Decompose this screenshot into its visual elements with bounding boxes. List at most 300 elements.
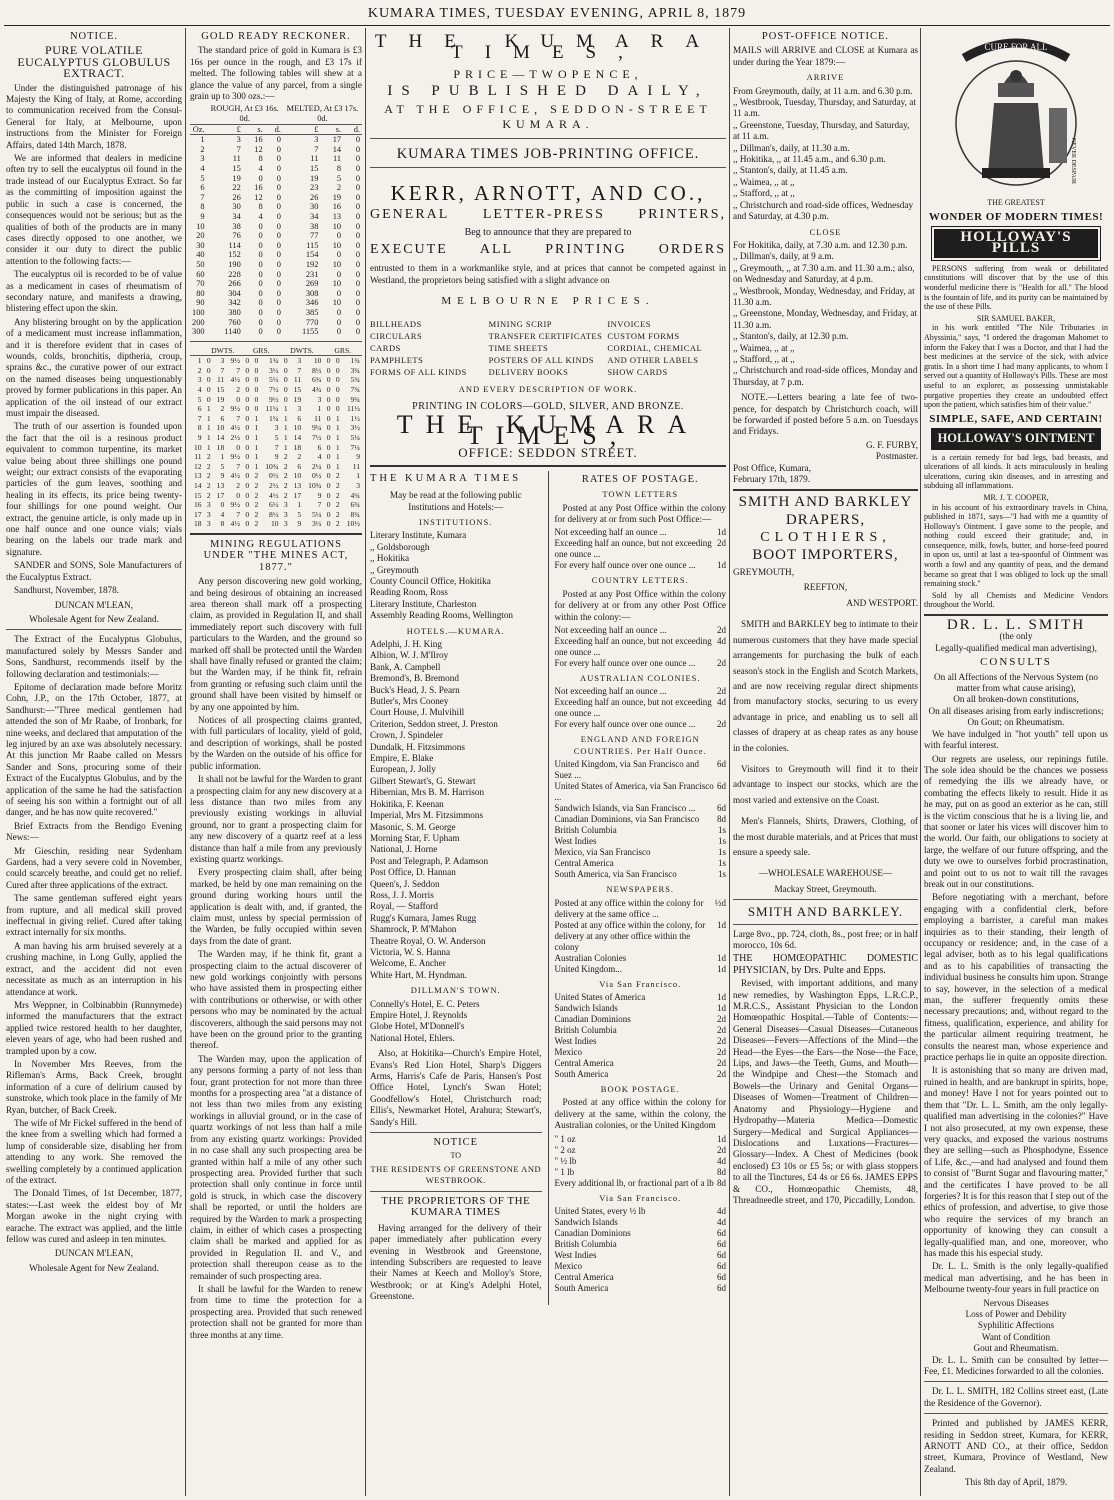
- hotel-item: Ross, J. J. Morris: [370, 889, 434, 900]
- town-heading: TOWN LETTERS: [602, 489, 679, 500]
- oz-cell: 3: [236, 135, 241, 145]
- postage-rate: 2d: [717, 1047, 726, 1057]
- dwt-cell: 3: [297, 356, 302, 366]
- oz-row: [190, 174, 362, 184]
- oz-cell: 266: [228, 279, 241, 289]
- dwt-cell: 11: [293, 375, 302, 385]
- kt-heading: THE KUMARA TIMES: [370, 472, 522, 484]
- oz-cell: 1155: [301, 327, 319, 337]
- postage-label: West Indies: [554, 1250, 597, 1261]
- oz-cell: 0: [258, 221, 263, 231]
- print-service-item: PAMPHLETS: [370, 354, 424, 365]
- dwt-cell: 3: [206, 500, 211, 510]
- dwt-cell: 1: [335, 423, 340, 433]
- dwt-row: [190, 366, 362, 376]
- dwt-cell: 2: [254, 471, 259, 481]
- oz-cell: 100: [192, 307, 205, 317]
- dwt-cell: 3: [206, 509, 211, 519]
- column-post-office: [733, 28, 918, 1496]
- postage-rate: 8d: [717, 1166, 726, 1177]
- dwt-cell: 7: [317, 500, 322, 510]
- dwt-cell: 0: [245, 481, 250, 490]
- late-fee-note: NOTE.—Letters bearing a late fee of two-pence, for despatch by Christchurch coach, will be forwarded if posted before 5 a.m. on Tuesdays and Fridays.: [733, 392, 918, 437]
- dwt-cell: 0: [254, 385, 259, 395]
- dillman-item: Globe Hotel, M'Donnell's: [370, 1021, 465, 1032]
- arrive-item: ,, Stanton's, daily, at 11.45 a.m.: [733, 165, 848, 176]
- po-date: February 17th, 1879.: [733, 474, 811, 485]
- hotel-item: Bremond's, B. Bremond: [370, 673, 459, 684]
- subcol-postage: [548, 471, 727, 1305]
- dr-list-item: Loss of Power and Debility: [965, 1309, 1067, 1319]
- divider: [370, 167, 726, 168]
- postage-rate: 2d: [717, 1144, 726, 1155]
- dwt-cell: 0: [254, 356, 259, 366]
- dillman-item: Empire Hotel, J. Reynolds: [370, 1010, 468, 1020]
- dwt-cell: 2: [283, 481, 288, 490]
- oz-cell: 12: [254, 192, 263, 202]
- oz-cell: 0: [336, 307, 342, 317]
- oz-cell: 380: [228, 307, 241, 317]
- oz-cell: 385: [305, 307, 319, 317]
- eucalyptus-paragraph: The truth of our assertion is founded upon the fact that the oil is a resinous product equivalent to common turpentine, its market value being about three shillings one pound weight; our extract consists of the evaporating particles of the gum leaves, soothing and healing in its effects, its price being twenty-four shillings for one pound weight. Our extract, the genuine article, is only made up in one half ounce and one ounce vials; vials bearing on the labels our trade mark and signature.: [6, 421, 182, 557]
- postage-label: Not exceeding half an ounce ...: [554, 527, 667, 538]
- wholesale-warehouse: —WHOLESALE WAREHOUSE—: [758, 868, 893, 879]
- dwt-cell: 0: [245, 394, 250, 404]
- postage-row: [555, 1283, 727, 1294]
- dwt-cell: 2: [206, 452, 211, 462]
- dr-paragraph: We have indulged in "hot youth" tell upon us with fearful interest.: [924, 728, 1108, 751]
- oz-cell: 0: [355, 211, 360, 221]
- arrive-item: ,, Dillman's, daily, at 11.30 a.m.: [733, 142, 850, 153]
- oz-cell: 19: [310, 173, 319, 183]
- eng-heading: ENGLAND AND FOREIGN COUNTRIES. Per Half Ounce.: [573, 734, 707, 756]
- print-service-item: CIRCULARS: [370, 330, 423, 341]
- dwt-cell: 0: [326, 404, 331, 414]
- dwt-cell: 7: [197, 413, 202, 423]
- dwt-cell: 1: [283, 413, 288, 423]
- testimonial-paragraph: Mr Gieschin, residing near Sydenham Gardens, had a very severe cold in November, could scarcely breathe, and could get no relief. Cured after three applications of the extract.: [6, 845, 182, 890]
- dwt-row: [190, 414, 362, 424]
- dwt-cell: 2: [283, 490, 288, 500]
- dr-paragraphs: [924, 729, 1108, 1296]
- dwt-cell: 1: [317, 404, 322, 414]
- sandhurst-date: Sandhurst, November, 1878.: [14, 585, 120, 596]
- oz-cell: 4: [200, 164, 205, 173]
- oz-cell: 22: [232, 183, 241, 193]
- postage-row: [555, 759, 727, 781]
- oz-cell: 26: [310, 192, 319, 202]
- testimonial-paragraph: The same gentleman suffered eight years from rupture, and all medical skill proved ineffectual in giving relief. Cured after taking extract internally for six months.: [6, 893, 182, 938]
- institution-item: Reading Room, Ross: [370, 587, 448, 598]
- dwt-cell: 0: [283, 375, 288, 385]
- hotel-item: Morning Star, F. Upham: [370, 832, 460, 843]
- oz-cell: 14: [332, 144, 342, 154]
- times-price: PRICE—TWOPENCE,: [453, 66, 643, 81]
- dr-list-item: Syphilitic Affections: [977, 1320, 1055, 1331]
- dwt-cell: 15: [293, 385, 302, 395]
- postage-label: " 2 oz: [554, 1144, 576, 1155]
- postage-row: [555, 1250, 727, 1261]
- oz-cell: 7: [236, 144, 241, 154]
- dwt-cell: 10¾: [308, 481, 322, 490]
- dwt-cell: 0: [254, 404, 259, 414]
- divider: [733, 899, 918, 900]
- dwt-cell: 6¾: [350, 500, 360, 510]
- dwt-cell: 4½: [230, 375, 241, 385]
- dwt-cell: 0: [283, 365, 288, 375]
- institution-item: ,, Greymouth: [370, 564, 419, 575]
- reckoner-heading: GOLD READY RECKONER.: [201, 31, 351, 42]
- dwt-cell: 0: [283, 356, 288, 366]
- arrive-item: ,, Greenstone, Tuesday, Thursday, and Saturday, at 11 a.m.: [733, 119, 910, 142]
- print-service-item: MINING SCRIP: [488, 318, 553, 329]
- postage-rate: 1s: [717, 825, 726, 836]
- hotel-item: Royal, — Stafford: [370, 901, 438, 912]
- print-service-item: BILLHEADS: [370, 318, 422, 329]
- oz-cell: 12: [254, 144, 263, 154]
- hotel-item: National, J. Horne: [370, 844, 438, 855]
- dwt-cell: 0: [335, 404, 340, 414]
- oz-cell: 0: [355, 154, 360, 164]
- divider: [190, 533, 362, 535]
- postage-rate: 2d: [717, 1025, 726, 1035]
- close-item: ,, Stanton's, daily, at 12.30 p.m.: [733, 331, 849, 342]
- notice-to: TO: [450, 1151, 462, 1161]
- arrive-item: ,, Stafford, ,, at ,,: [733, 188, 795, 199]
- oz-row: [190, 193, 362, 203]
- postage-rate: 6d: [717, 781, 726, 792]
- mining-paragraph: Notices of all prospecting claims granted, with full particulars of locality, yield of gold, and description of workings, shall be posted by the Warden on the outside of his office for public information.: [190, 715, 362, 771]
- dwt-cell: 1: [335, 452, 340, 462]
- oz-cell: 10: [332, 240, 342, 250]
- postage-row: [555, 1134, 727, 1145]
- sold-by: Sold by all Chemists and Medicine Vendors throughout the World.: [924, 590, 1108, 610]
- mining-paragraph: Any person discovering new gold working, and being desirous of obtaining an increased area thereon shall mark off a prospecting claim, as provided in Regulation II, and shall immediately report such discovery with full particulars to the Warden, and the ground so marked off shall be protected until the Warden shall have finally refused or granted the claim; but the Warden may, if he think fit, refrain from granting or refusing such claim until the ground shall have been visited by himself or by any one appointed by him.: [190, 576, 362, 712]
- testimonial-paragraph: Epitome of declaration made before Moritz Cohn, J.P., on the 17th October, 1877, at Sandhurst:—"Three medical gentlemen had attended the son of Mr Raabe, of Ironbark, for nine weeks, and declared that amputation of the leg injured by an axe was absolutely necessary. At this junction Mr Raabe called on Messrs Sander and Sons, procuring some of their Extract of the Eucalyptus Globulus, and by the application of the same he had the satisfaction of seeing his son within a fortnight out of all danger, and he has now quite recovered.": [6, 681, 182, 818]
- dwt-cell: 3: [297, 404, 302, 414]
- execute-word: EXECUTE: [370, 242, 448, 258]
- arrive-item: ,, Waimea, ,, at ,,: [733, 176, 795, 187]
- oz-cell: 231: [305, 269, 319, 279]
- dwt-cell: 2: [254, 519, 259, 529]
- arrive-heading: ARRIVE: [806, 72, 845, 83]
- oz-cell: 0: [336, 327, 342, 337]
- dwt-cell: 0: [326, 490, 331, 500]
- dwt-cell: 0: [326, 461, 331, 471]
- dwt-cell: 2: [283, 471, 288, 481]
- postage-label: Posted at any office within the colony for delivery at the same office ...: [554, 897, 704, 919]
- column-divider: [729, 28, 730, 1496]
- dwt-cell: 2: [206, 461, 211, 471]
- oz-cell: 7: [314, 144, 319, 154]
- country-heading: COUNTRY LETTERS.: [591, 575, 689, 586]
- postage-label: For every half ounce over one ounce ...: [554, 560, 696, 571]
- oz-row: [190, 241, 362, 251]
- hotel-item: Bank, A. Campbell: [370, 661, 441, 672]
- large-8vo: Large 8vo., pp. 724, cloth, 8s., post free; or in half morocco, 10s 6d.: [733, 928, 918, 950]
- dwt-cell: 0: [236, 490, 241, 500]
- dwt-cell: 2: [197, 365, 202, 375]
- oz-cell: 10: [332, 279, 342, 289]
- drapers: DRAPERS,: [785, 511, 866, 528]
- postage-row: [555, 869, 727, 880]
- eucalyptus-paragraphs: [6, 83, 182, 559]
- column-eucalyptus: [6, 28, 182, 1496]
- dwt-cell: 0: [245, 519, 250, 529]
- oz-cell: 0: [355, 269, 360, 279]
- oz-cell: 19: [232, 173, 241, 183]
- execute-word: PRINTING: [545, 242, 627, 258]
- oz-cell: 269: [305, 279, 319, 289]
- print-service-item: TIME SHEETS: [488, 342, 549, 353]
- dwt-row: [190, 385, 362, 395]
- oz-cell: 0: [276, 327, 281, 337]
- dwt-cell: 3: [206, 519, 211, 529]
- proprietors-heading: THE PROPRIETORS OF THE KUMARA TIMES: [381, 1194, 531, 1219]
- dwt-row: [190, 510, 362, 520]
- postage-rate: 4d: [717, 1217, 726, 1228]
- sander-signature: SANDER and SONS, Sole Manufacturers of the Eucalyptus Extract.: [6, 560, 182, 582]
- postage-rate: 2d: [717, 719, 726, 730]
- oz-cell: 90: [196, 298, 205, 308]
- postage-rate: 8d: [717, 814, 726, 825]
- dwt-cell: 0: [245, 442, 250, 452]
- dwt-cell: 0: [245, 413, 250, 423]
- pills-text: PERSONS suffering from weak or debilitated constitutions will discover that by the use of this wonderful medicine there is "Health for all." The blood is the fountain of life, and its purity can be maintained by the use of these Pills.: [924, 263, 1108, 312]
- dwt-row: [190, 481, 362, 491]
- postage-rate: 1d: [717, 1003, 726, 1013]
- postage-row: [555, 781, 727, 803]
- postage-rate: 6d: [717, 1239, 726, 1250]
- dwt-cell: 0: [245, 385, 250, 395]
- dwt-cell: 1: [335, 433, 340, 443]
- dwt-cell: 10: [193, 442, 202, 452]
- oz-col-header: d.: [265, 124, 283, 135]
- dwt-cell: 4½: [269, 490, 279, 500]
- postage-row: [555, 686, 727, 697]
- postage-label: United Kingdom, via San Francisco and Suez ...: [554, 759, 699, 781]
- oz-cell: 0: [276, 240, 281, 250]
- dwt-cell: 0: [245, 423, 250, 433]
- dwt-cell: 1: [297, 500, 302, 510]
- postage-label: Exceeding half an ounce, but not exceeding one ounce ...: [554, 635, 712, 657]
- dwt-cell: 1¾: [350, 356, 360, 366]
- postage-label: Exceeding half an ounce, but not exceeding one ounce ...: [554, 697, 712, 719]
- dwt-cell: 1: [206, 442, 211, 452]
- po-kumara: Post Office, Kumara,: [733, 462, 811, 473]
- dwt-cell: 3½: [350, 423, 360, 433]
- dwt-cell: 0: [245, 461, 250, 471]
- oz-cell: 192: [305, 259, 319, 269]
- oz-cell: 0: [258, 259, 263, 269]
- divider: [6, 629, 182, 630]
- dwt-cell: 11½: [346, 404, 360, 414]
- dwt-cell: 9½: [230, 404, 241, 414]
- postage-label: Sandwich Islands: [554, 1003, 618, 1013]
- dwt-cell: 10: [313, 356, 322, 366]
- oz-row: [190, 154, 362, 164]
- oz-cell: 115: [306, 240, 319, 250]
- oz-cell: 114: [228, 240, 241, 250]
- post-office-heading: POST-OFFICE NOTICE.: [761, 31, 890, 42]
- eucalyptus-title: PURE VOLATILE EUCALYPTUS GLOBULUS EXTRACT.: [17, 43, 171, 81]
- postage-row: [555, 658, 727, 669]
- kerr-heading: KERR, ARNOTT, AND CO.,: [390, 180, 706, 205]
- melbourne-prices: MELBOURNE PRICES.: [441, 295, 655, 308]
- dwt-cell: 2: [254, 500, 259, 510]
- dwt-cell: 0: [326, 452, 331, 462]
- dwt-cell: 2: [283, 461, 288, 471]
- dwt-cell: 19: [216, 394, 225, 404]
- divider: [370, 1132, 542, 1133]
- duncan-signature: DUNCAN M'LEAN,: [54, 599, 134, 610]
- dwt-cell: 0: [326, 413, 331, 423]
- smith-text: SMITH and BARKLEY beg to intimate to their numerous customers that they have made special arrangements for purchasing the bulk of each season's stock in the English and Scotch Markets, and are now receiving regular direct shipments from manufactory stocks, securing to us every advantage in price, and enabling us to sell all classes of drapery at as cheap rates as any house in the colonies.: [733, 619, 918, 753]
- divider: [370, 138, 726, 139]
- oz-col-header: s.: [320, 124, 343, 135]
- dwt-cell: 0: [326, 423, 331, 433]
- oz-cell: 0: [355, 192, 360, 202]
- subcol-readers: [370, 471, 542, 1305]
- dwt-cell: 0: [245, 404, 250, 414]
- dwt-cell: 9¼: [311, 423, 322, 433]
- dwt-cell: 4: [197, 385, 202, 395]
- postage-label: Central America: [554, 1272, 614, 1283]
- oz-cell: 0: [355, 202, 360, 212]
- oz-cell: 40: [196, 250, 205, 260]
- book-heading: BOOK POSTAGE.: [600, 1084, 680, 1094]
- column-holloway-smith: [924, 28, 1108, 1496]
- dwt-cell: 0: [254, 375, 259, 385]
- holloway-ointment-banner: HOLLOWAY'S OINTMENT: [932, 429, 1100, 448]
- general-word: GENERAL: [370, 207, 450, 223]
- dwt-cell: 9: [274, 452, 279, 462]
- dwt-cell: 0: [245, 509, 250, 519]
- oz-cell: 38: [232, 221, 241, 231]
- institution-item: ,, Goldsborough: [370, 541, 430, 552]
- lower-subcolumns: [370, 471, 726, 1305]
- dwt-cell: 13: [216, 481, 225, 490]
- dwt-cell: 9: [197, 433, 202, 443]
- mining-paragraph: The Warden may, if he think fit, grant a prospecting claim to the actual discoverer of new gold workings conjointly with persons who have assisted them in prospecting either with contributions or otherwise, or with other persons who may be nominated by the actual discoverers, although the said persons may not have been on the ground prior to the granting thereof.: [190, 949, 362, 1051]
- oz-row: [190, 260, 362, 270]
- postage-label: Mexico: [554, 1047, 582, 1057]
- oz-cell: 0: [276, 135, 281, 145]
- postage-row: [555, 1156, 727, 1167]
- postage-row: [555, 825, 727, 836]
- oz-cell: 0: [355, 307, 360, 317]
- oz-cell: 0: [355, 240, 360, 250]
- postage-label: British Columbia: [554, 1239, 617, 1250]
- dwt-cell: 14: [293, 433, 302, 443]
- dwt-cell: 1: [206, 423, 211, 433]
- reefton: REEFTON,: [803, 582, 848, 593]
- dwt-cell: 16: [193, 500, 202, 510]
- dwt-table: [190, 346, 362, 529]
- dwt-cell: 17: [193, 509, 202, 519]
- dwt-cell: 2: [335, 471, 340, 481]
- dwt-cell: 7: [297, 365, 302, 375]
- clothiers: CLOTHIERS,: [760, 530, 891, 546]
- oz-cell: 0: [355, 250, 360, 260]
- postage-rate: 8d: [717, 1177, 726, 1188]
- oz-cell: 0: [355, 288, 360, 298]
- oz-cell: 0: [276, 154, 281, 164]
- postage-row: [555, 1206, 727, 1217]
- testimonial-paragraph: Brief Extracts from the Bendigo Evening News:—: [6, 820, 182, 843]
- postage-label: Sandwich Islands: [554, 1217, 618, 1228]
- postage-row: [555, 898, 727, 920]
- postage-row: [555, 836, 727, 847]
- dwt-cell: 1: [254, 433, 259, 443]
- dwt-cell: 1: [254, 452, 259, 462]
- oz-cell: 15: [310, 164, 319, 173]
- mining-paragraphs: [190, 576, 362, 1341]
- dwt-cell: 1¾: [269, 356, 279, 366]
- dwt-cell: 9: [297, 519, 302, 529]
- oz-cell: 0: [355, 279, 360, 289]
- postage-row: [555, 814, 727, 825]
- dwt-cell: 9½: [230, 356, 241, 366]
- dwt-cell: 4½: [230, 519, 241, 529]
- postage-row: [555, 1003, 727, 1014]
- times-office: AT THE OFFICE, SEDDON-STREET: [384, 101, 712, 116]
- dwt-cell: 13: [293, 481, 302, 490]
- dwt-cell: 14: [193, 481, 202, 490]
- ointment-text: is a certain remedy for bad legs, bad breasts, and ulcerations of all kinds. It acts miraculously in healing ulcerations, curing skin diseases, and in arresting and subduing all inflammations.: [924, 452, 1108, 491]
- dwt-cell: 11: [216, 375, 225, 385]
- dwt-cell: 8½: [269, 509, 279, 519]
- postage-row: [555, 1036, 727, 1047]
- postage-rate: 1d: [717, 992, 726, 1002]
- divider: [924, 1413, 1108, 1414]
- oz-cell: 3: [200, 154, 205, 164]
- dwt-cell: 18: [293, 442, 302, 452]
- hotel-item: Albion, W. J. M'Ilroy: [370, 650, 449, 661]
- dwt-cell: 9½: [230, 452, 241, 462]
- print-service-item: AND OTHER LABELS: [607, 354, 699, 365]
- oz-cell: 70: [196, 279, 205, 289]
- close-item: ,, Waimea, ,, at ,,: [733, 342, 795, 353]
- dwt-cell: 0: [335, 385, 340, 395]
- dwt-cell: 0: [206, 375, 211, 385]
- oz-cell: 0: [355, 173, 360, 183]
- dwt-cell: 13: [193, 471, 202, 481]
- oz-row: [190, 222, 362, 232]
- dwt-cell: 9¾: [350, 394, 360, 404]
- dwt-cell: 9: [220, 471, 225, 481]
- dwt-cell: 19: [293, 394, 302, 404]
- institution-item: Assembly Reading Rooms, Wellington: [370, 610, 514, 621]
- furby-signature: G. F. FURBY,: [866, 439, 918, 450]
- postmaster-title: Postmaster.: [875, 451, 918, 462]
- dwt-cell: 1: [283, 423, 288, 433]
- dwt-cell: 0: [326, 481, 331, 490]
- dwt-cell: 0: [335, 394, 340, 404]
- rates-heading: RATES OF POSTAGE.: [581, 473, 699, 485]
- oz-cell: 200: [192, 317, 205, 327]
- dr-legally: Legally-qualified medical man advertising),: [935, 642, 1097, 653]
- divider: [924, 614, 1108, 616]
- oz-cell: 26: [232, 192, 241, 202]
- dr-address: Dr. L. L. SMITH, 182 Collins street east, (Late the Residence of the Governor).: [924, 1386, 1108, 1408]
- mining-heading: MINING REGULATIONS UNDER "THE MINES ACT, 1877.": [203, 538, 349, 573]
- oz-cell: 5: [336, 173, 342, 183]
- oz-cell: 60: [196, 269, 205, 279]
- dwt-cell: 0: [236, 394, 241, 404]
- oz-cell: 0: [355, 135, 360, 145]
- oz-cell: 190: [228, 259, 241, 269]
